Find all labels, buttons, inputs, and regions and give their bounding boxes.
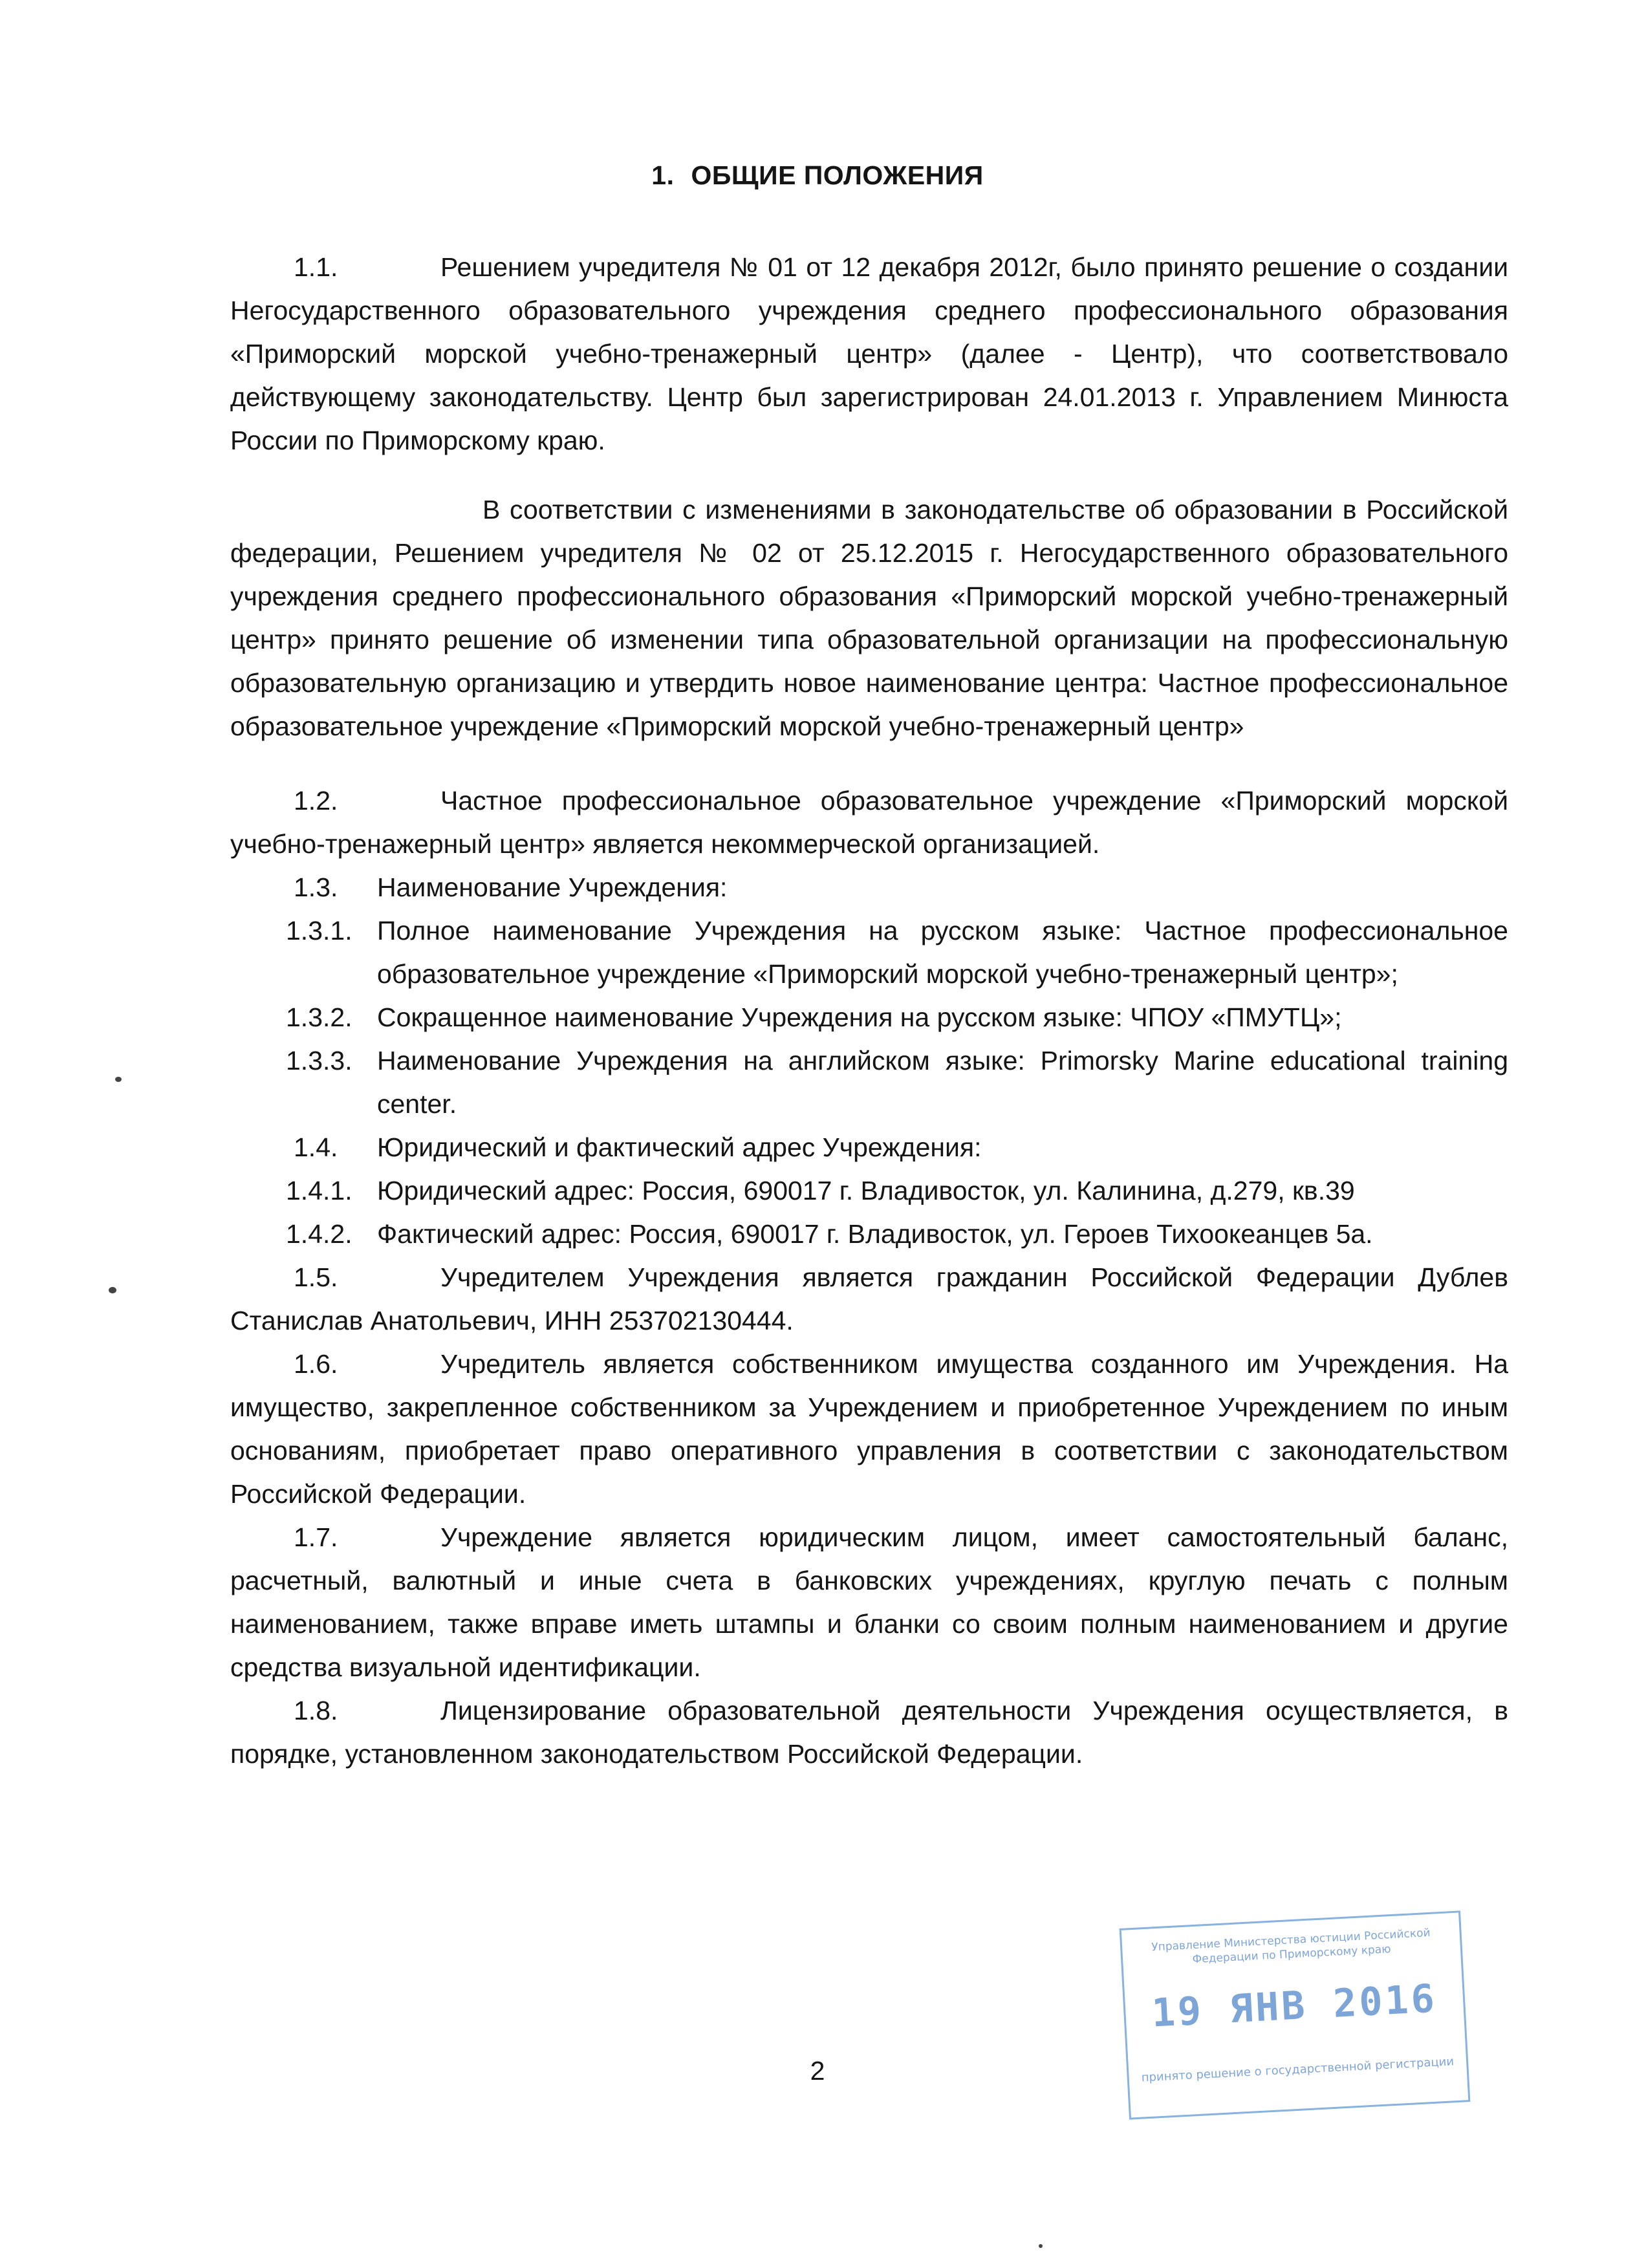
paragraph-1-3-3 (230, 1039, 1508, 1126)
paragraph-number: 1.4.2. (286, 1219, 352, 1249)
paragraph-1-4 (230, 1126, 1508, 1169)
stamp-header: Управление Министерства юстиции Российской Федерации по Приморскому краю (1151, 1926, 1431, 1967)
paragraph-text: Фактический адрес: Россия, 690017 г. Владивосток, ул. Героев Тихоокеанцев 5а. (377, 1219, 1373, 1249)
paragraph-1-4-2 (230, 1213, 1508, 1256)
paragraph-number: 1.3.1. (286, 916, 352, 945)
section-number: 1. (651, 160, 675, 190)
paragraph-text: Частное профессиональное образовательное учреждение «Приморский морской учебно-тренажерный центр» является некоммерческой организацией. (230, 786, 1508, 859)
registration-stamp (1120, 1910, 1471, 2119)
paragraph-text: Учредитель является собственником имущества созданного им Учреждения. На имущество, закрепленное собственником за Учреждением и приобретенное Учреждением по иным основаниям, приобретает право оперативного управления в соответствии с законодательством Российской Федерации. (230, 1349, 1508, 1509)
paragraph-number: 1.1. (294, 252, 338, 282)
paragraph-text: Юридический и фактический адрес Учреждения: (377, 1132, 982, 1162)
paragraph-1-5 (230, 1256, 1508, 1343)
paragraph-text: Лицензирование образовательной деятельности Учреждения осуществляется, в порядке, установленном законодательством Российской Федерации. (230, 1696, 1508, 1769)
paragraph-number: 1.5. (294, 1262, 338, 1292)
scan-speck (115, 1077, 122, 1082)
paragraph-number: 1.6. (294, 1349, 338, 1379)
paragraph-text: Решением учредителя № 01 от 12 декабря 2012г, было принято решение о создании Негосударственного образовательного учреждения среднего профессионального образования «Приморский морской учебно-тренажерный центр» (далее - Центр), что соответствовало действующему законодательству. Центр был зарегистрирован 24.01.2013 г. Управлением Минюста России по Приморскому краю. (230, 252, 1508, 455)
paragraph-number: 1.3.2. (286, 1002, 352, 1032)
page-number: 2 (810, 2056, 825, 2086)
paragraph-1-2 (230, 779, 1508, 866)
paragraph-text: Сокращенное наименование Учреждения на русском языке: ЧПОУ «ПМУТЦ»; (377, 1002, 1342, 1032)
paragraph-1-3-1 (230, 909, 1508, 996)
scan-speck (109, 1287, 116, 1293)
section-title: ОБЩИЕ ПОЛОЖЕНИЯ (691, 160, 984, 190)
paragraph-1-8 (230, 1689, 1508, 1776)
paragraph-text: Учредителем Учреждения является гражданин Российской Федерации Дублев Станислав Анатольевич, ИНН 253702130444. (230, 1262, 1508, 1335)
paragraph-1-1 (230, 246, 1508, 462)
paragraph-number: 1.2. (294, 786, 338, 815)
paragraph-number: 1.3.3. (286, 1046, 352, 1075)
paragraph-number: 1.7. (294, 1522, 338, 1552)
paragraph-1-1-continued: В соответствии с изменениями в законодательстве об образовании в Российской федерации, Решением учредителя № 02 от 25.12.2015 г. Негосударственного образовательного учреждения среднего профессионального образования «Приморский морской учебно-тренажерный центр» принято решение об изменении типа образовательной организации на профессиональную образовательную организацию и утвердить новое наименование центра: Частное профессиональное образовательное учреждение «Приморский морской учебно-тренажерный центр» (230, 495, 1508, 741)
stamp-footer: принято решение о государственной регистрации (1141, 2055, 1455, 2085)
paragraph-1-6 (230, 1343, 1508, 1516)
paragraph-number: 1.4.1. (286, 1176, 352, 1205)
paragraph-text: Полное наименование Учреждения на русском языке: Частное профессиональное образовательное учреждение «Приморский морской учебно-тренажерный центр»; (377, 916, 1508, 989)
scan-speck (1039, 2244, 1043, 2248)
paragraph-number: 1.3. (294, 872, 338, 902)
paragraph-text: Юридический адрес: Россия, 690017 г. Владивосток, ул. Калинина, д.279, кв.39 (377, 1176, 1355, 1205)
paragraph-1-7 (230, 1516, 1508, 1689)
paragraph-number: 1.4. (294, 1132, 338, 1162)
paragraph-1-4-1 (230, 1169, 1508, 1213)
paragraph-1-3 (230, 866, 1508, 909)
paragraph-text: Учреждение является юридическим лицом, имеет самостоятельный баланс, расчетный, валютный и иные счета в банковских учреждениях, круглую печать с полным наименованием, также вправе иметь штампы и бланки со своим полным наименованием и другие средства визуальной идентификации. (230, 1522, 1508, 1682)
paragraph-text: Наименование Учреждения на английском языке: Primorsky Marine educational training center. (377, 1046, 1508, 1119)
paragraph-1-3-2 (230, 996, 1508, 1039)
paragraph-text: Наименование Учреждения: (377, 872, 728, 902)
stamp-date: 19 ЯНВ 2016 (1151, 1976, 1438, 2036)
document-body (230, 246, 1508, 1776)
section-heading (0, 160, 1635, 191)
paragraph-number: 1.8. (294, 1696, 338, 1725)
